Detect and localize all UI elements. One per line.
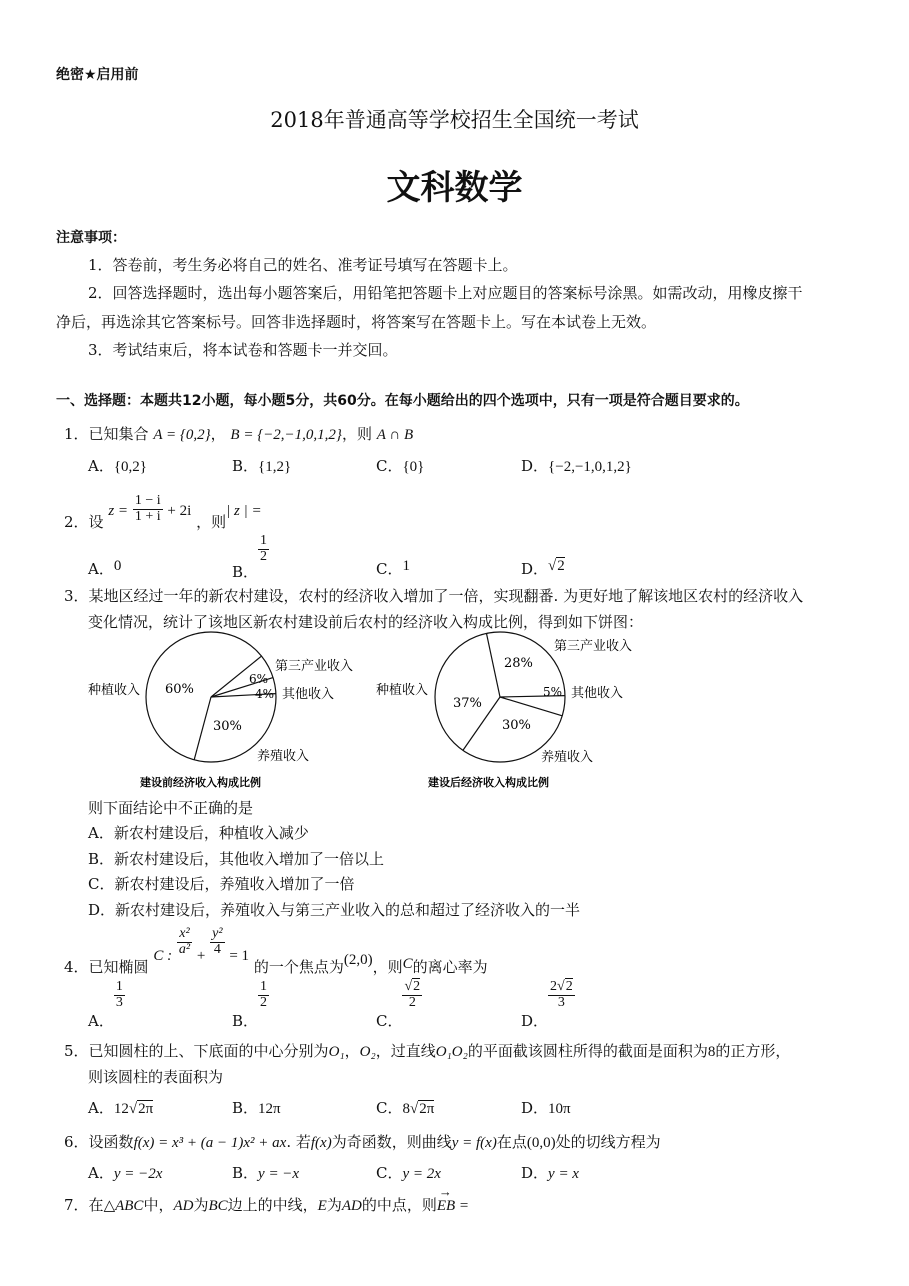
q4-option-d[interactable]: D． $\frac{2√2}{3}$ (521, 979, 573, 1031)
q3-option-a[interactable]: A．新农村建设后，种植收入减少 (88, 824, 309, 842)
q5-option-a[interactable]: A．12√2π (88, 1099, 154, 1117)
pie2-label-planting: 种植收入 (376, 683, 429, 698)
q4-option-a[interactable]: A． $\frac{1}{3}$ (88, 979, 123, 1031)
notice-item-2a: 2．回答选择题时，选出每小题答案后，用铅笔把答题卡上对应题目的答案标号涂黑。如需改动，用橡皮擦干 (88, 284, 803, 302)
q6-option-d[interactable]: D．y = x (521, 1164, 579, 1182)
pie1-label-tertiary: 第三产业收入 (275, 659, 354, 674)
q6-option-b[interactable]: B．y = −x (232, 1164, 300, 1182)
pie2-label-other: 其他收入 (571, 686, 624, 701)
question-3-line2: 变化情况，统计了该地区新农村建设前后农村的经济收入构成比例，得到如下饼图： (88, 613, 644, 631)
pie1-slice-0 (194, 697, 211, 760)
pie2-annotations (376, 638, 632, 789)
question-1 (64, 423, 413, 444)
q3-ask: 则下面结论中不正确的是 (88, 799, 254, 817)
q4-option-b[interactable]: B． $\frac{1}{2}$ (232, 979, 268, 1031)
question-2 (64, 490, 262, 532)
pie2-value-other: 5% (543, 685, 563, 699)
pie1-title: 建设前经济收入构成比例 (140, 776, 261, 789)
notice-item-1: 1．答卷前，考生务必将自己的姓名、准考证号填写在答题卡上。 (88, 256, 518, 274)
q5-option-c[interactable]: C．8√2π (376, 1099, 435, 1117)
pie1-value-planting: 60% (165, 682, 194, 697)
pie1-label-other: 其他收入 (282, 687, 335, 702)
pie2-value-breeding: 30% (502, 718, 531, 733)
pie2-label-tertiary: 第三产业收入 (554, 639, 633, 654)
notice-title: 注意事项： (56, 230, 126, 246)
q4-option-c[interactable]: C． $\frac{√2}{2}$ (376, 979, 421, 1031)
q2-option-d[interactable]: D．√2 (521, 558, 565, 578)
q1-sep: ， (210, 425, 226, 443)
pie1-value-breeding: 30% (213, 719, 242, 734)
pie2-title: 建设后经济收入构成比例 (428, 776, 549, 789)
q2-number: 2． (64, 513, 89, 532)
pie1-label-planting: 种植收入 (88, 683, 141, 698)
question-3-line1: 3．某地区经过一年的新农村建设，农村的经济收入增加了一倍，实现翻番. 为更好地了解该地区农村的经济收入 (64, 587, 804, 605)
question-5: 5．已知圆柱的上、下底面的中心分别为O₁，O₂，过直线O₁O₂的平面截该圆柱所得的截面是面积为8的正方形， (64, 1042, 791, 1060)
pie-charts (60, 630, 860, 800)
pie1-label-breeding: 养殖收入 (257, 749, 310, 764)
q5-option-b[interactable]: B．12π (232, 1099, 281, 1117)
q6-option-c[interactable]: C．y = 2x (376, 1164, 441, 1182)
q1-option-c[interactable]: C．{0} (376, 457, 425, 475)
question-7: 7．在△ABC中，AD为BC边上的中线，E为AD的中点，则 → EB = (64, 1184, 470, 1214)
q3-option-c[interactable]: C．新农村建设后，养殖收入增加了一倍 (88, 875, 355, 893)
q2-abs: | z | = (226, 503, 262, 520)
q2-z: z = (108, 502, 129, 519)
pie1-annotations (88, 658, 353, 789)
q1-then: ，则 (341, 425, 372, 443)
section-title: 一、选择题：本题共12小题，每小题5分，共60分。在每小题给出的四个选项中，只有一项是符合题目要求的。 (56, 393, 749, 409)
q1-set-b: B = {−2,−1,0,1,2} (230, 427, 342, 443)
notice-item-3: 3．考试结束后，将本试卷和答题卡一并交回。 (88, 341, 398, 359)
question-4: 4．已知椭圆 C : $\frac{\text{x²}}{\text{a²}}$ + $\frac{\text{y²}}{4}$ = 1 的一个焦点为(2,0)，则C的离心率为 (64, 926, 488, 977)
pie2-value-tertiary: 28% (504, 656, 533, 671)
pie-chart-before (146, 632, 276, 800)
pie1-value-tertiary: 6% (249, 672, 269, 686)
q6-option-a[interactable]: A．y = −2x (88, 1164, 163, 1182)
notice-item-2b: 净后，再选涂其它答案标号。回答非选择题时，将答案写在答题卡上。写在本试卷上无效。 (56, 313, 657, 331)
pie2-value-planting: 37% (453, 696, 482, 711)
pie2-label-breeding: 养殖收入 (541, 750, 594, 765)
question-5-line2: 则该圆柱的表面积为 (88, 1068, 224, 1086)
q1-expr: A ∩ B (376, 427, 414, 443)
pie2-slice-2 (500, 697, 562, 716)
q3-option-d[interactable]: D．新农村建设后，养殖收入与第三产业收入的总和超过了经济收入的一半 (88, 901, 581, 919)
q1-option-d[interactable]: D．{−2,−1,0,1,2} (521, 457, 632, 475)
q1-option-a[interactable]: A．{0,2} (88, 457, 147, 475)
q1-option-b[interactable]: B．{1,2} (232, 457, 292, 475)
q3-option-b[interactable]: B．新农村建设后，其他收入增加了一倍以上 (88, 850, 385, 868)
q2-option-c[interactable]: C．1 (376, 558, 410, 578)
q2-then: ，则 (196, 513, 227, 532)
q2-option-b[interactable]: B． $\frac{1}{2}$ (232, 533, 268, 582)
q2-text: 设 (88, 513, 104, 532)
q1-number: 1． (64, 425, 89, 443)
confidential-mark: 绝密★启用前 (56, 67, 139, 83)
q2-plus: + 2i (167, 503, 192, 520)
q2-fraction: $\frac{1 - i}{1 + i}$ (134, 493, 161, 524)
pie2-slice-0 (486, 633, 500, 697)
subject-title: 文科数学 (386, 168, 523, 208)
q2-option-a[interactable]: A．0 (88, 558, 122, 578)
pie1-value-other: 4% (255, 687, 275, 701)
exam-title: 2018年普通高等学校招生全国统一考试 (270, 108, 639, 132)
q5-option-d[interactable]: D．10π (521, 1099, 571, 1117)
q1-text: 已知集合 (88, 425, 149, 443)
question-6: 6．设函数f(x) = x³ + (a − 1)x² + ax. 若f(x)为奇函数，则曲线y = f(x)在点(0,0)处的切线方程为 (64, 1133, 661, 1151)
q1-set-a: A = {0,2} (153, 427, 211, 443)
